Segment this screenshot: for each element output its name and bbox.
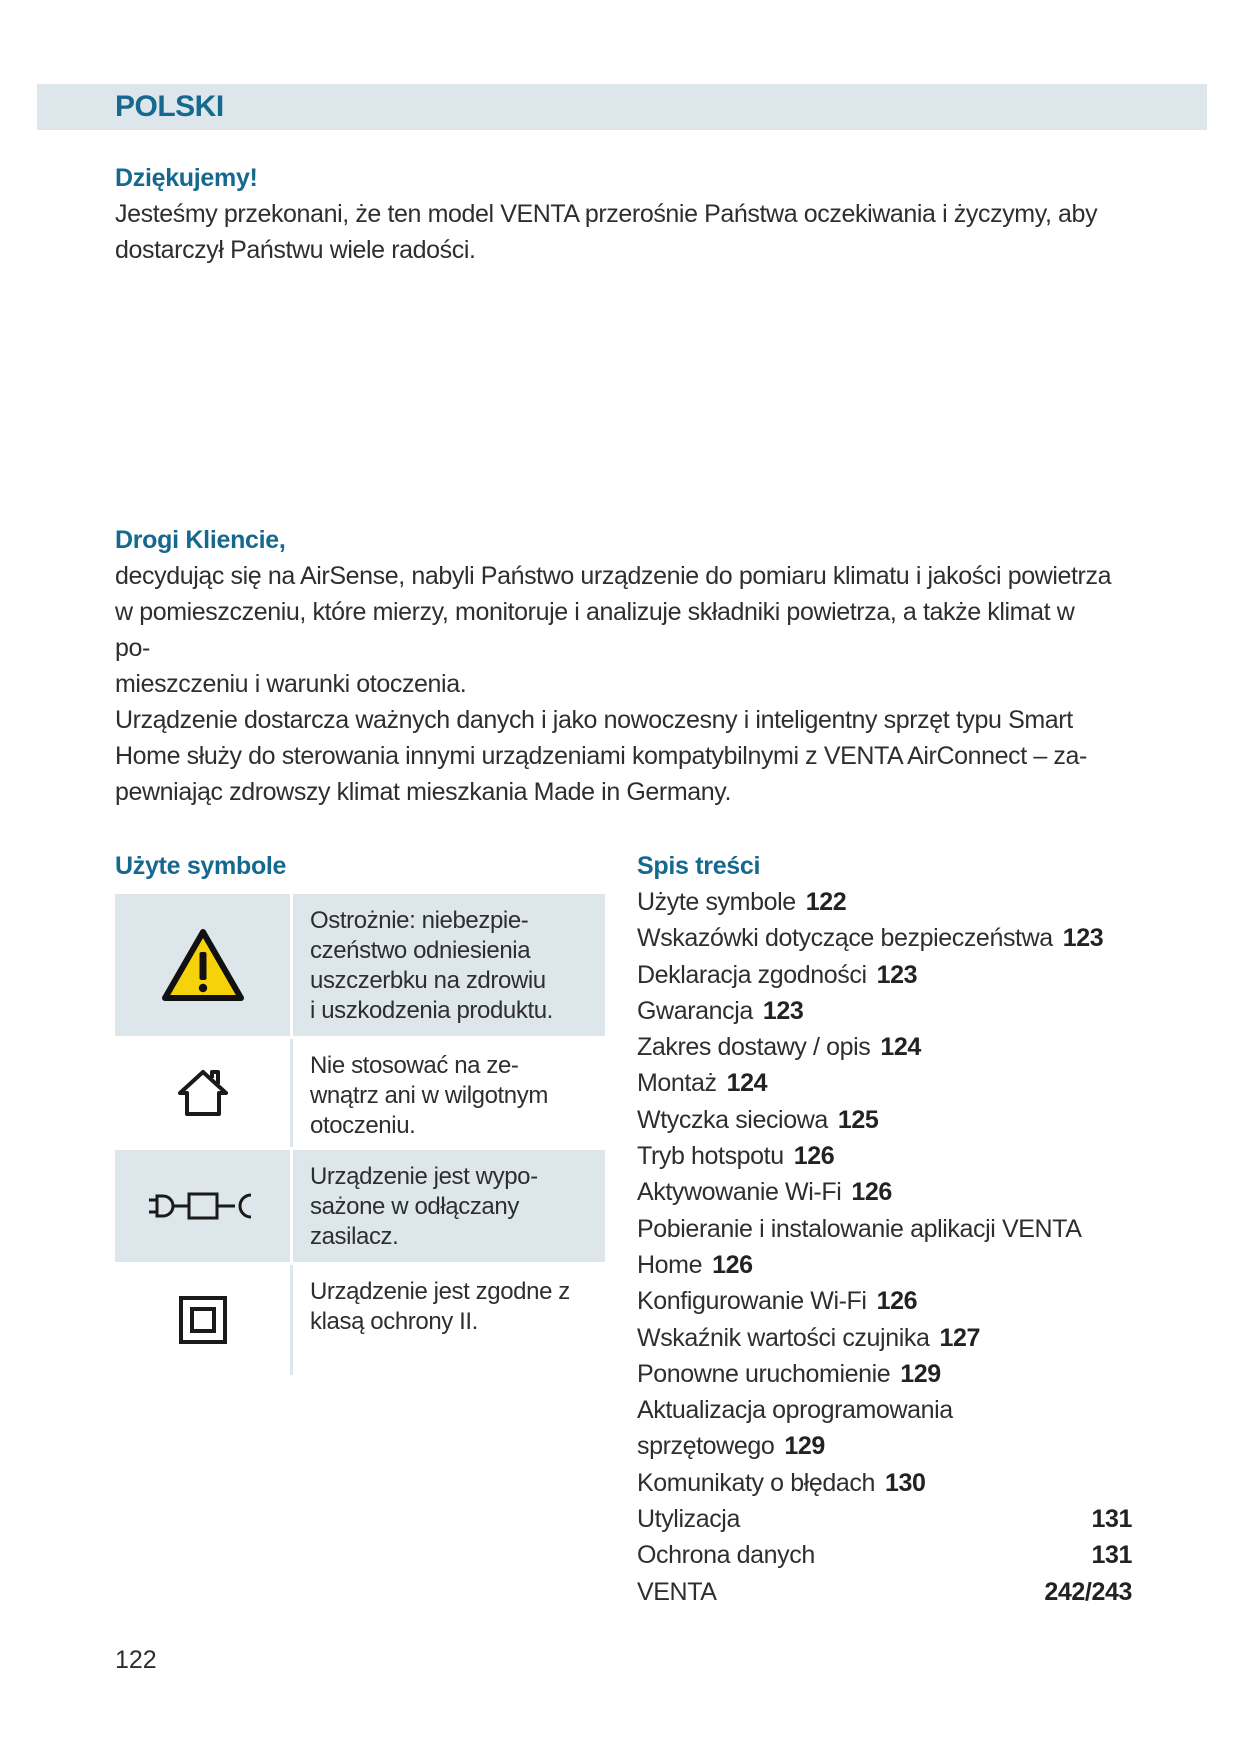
customer-line: w pomieszczeniu, które mierzy, monitoruje i analizuje składniki powietrza, a także klimat w po- [115,598,1075,662]
toc-entry-page: 130 [884,1468,926,1497]
toc-entry-page: 122 [805,888,847,916]
toc-entry[interactable] [637,1029,1132,1065]
toc-entry-page: 127 [939,1323,980,1352]
toc-entry[interactable] [637,1574,1132,1610]
symbol-description [293,1150,605,1262]
protection-class-ii-icon [115,1265,293,1375]
customer-heading: Drogi Kliencie, [115,526,286,554]
toc-entry-page: 123 [762,996,804,1025]
language-header-bar [37,84,1207,130]
customer-line: Home służy do sterowania innymi urządzeniami kompatybilnymi z VENTA AirConnect – za- [115,742,1087,770]
symbol-text-line: i uszkodzenia produktu. [310,997,553,1024]
toc-entry-label: VENTA [637,1577,717,1606]
toc-entry-page: 123 [1062,924,1104,953]
symbols-section [115,848,605,1378]
toc-entry-label: Tryb hotspotu [637,1142,784,1171]
toc-entry-label: Wskazówki dotyczące bezpieczeństwa [637,924,1053,953]
toc-entry-label: Pobieranie i instalowanie aplikacji VENTA [637,1214,1082,1243]
symbol-text-line: wnątrz ani w wilgotnym [310,1082,548,1109]
toc-entry-label: Utylizacja [637,1505,740,1534]
toc-entry[interactable] [637,1320,1132,1356]
toc-entry[interactable] [637,1138,1132,1174]
toc-entry-label: Zakres dostawy / opis [637,1033,871,1062]
toc-entry-label: Aktualizacja oprogramowania sprzętowego [637,1396,953,1461]
symbol-description [293,1265,605,1375]
symbol-text-line: zasilacz. [310,1223,399,1250]
thanks-heading: Dziękujemy! [115,164,258,192]
customer-line: pewniając zdrowszy klimat mieszkania Made in Germany. [115,778,732,806]
toc-entry[interactable] [637,1211,1132,1247]
symbol-row-protection-class [115,1265,605,1378]
toc-entry-label: Konfigurowanie Wi-Fi [637,1287,867,1316]
toc-entry-page: 126 [851,1178,892,1207]
toc-entry[interactable] [637,1465,1132,1501]
toc-entry-page: 131 [1091,1505,1132,1534]
toc-entry[interactable] [637,1392,1132,1465]
toc-entry-page: 129 [784,1432,825,1461]
symbol-description [293,894,605,1036]
symbol-text-line: sażone w odłączany [310,1193,519,1220]
indoor-house-icon [115,1039,293,1147]
toc-entry[interactable] [637,957,1132,993]
toc-entry[interactable] [637,1174,1132,1210]
toc-heading: Spis treści [637,852,761,880]
symbol-row-warning [115,894,605,1039]
toc-entry-label: Ochrona danych [637,1541,815,1570]
symbol-text-line: Urządzenie jest wypo- [310,1163,538,1190]
customer-line: Urządzenie dostarcza ważnych danych i jako nowoczesny i inteligentny sprzęt typu Smart [115,706,1073,734]
toc-entry-label: Montaż [637,1069,717,1098]
toc-entry-page: 126 [876,1287,918,1316]
toc-entry-page: 242/243 [1044,1577,1132,1606]
symbol-text-line: Ostrożnie: niebezpie- [310,907,529,934]
toc-entry[interactable] [637,1102,1132,1138]
toc-entry-label: Home [637,1250,703,1279]
symbols-heading: Użyte symbole [115,852,287,880]
toc-entry[interactable] [637,1283,1132,1319]
toc-entry-page: 126 [712,1250,753,1279]
toc-entry[interactable] [637,1501,1132,1537]
customer-section [115,522,1115,810]
symbol-text-line: czeństwo odniesienia [310,937,531,964]
toc-entry-label: Wtyczka sieciowa [637,1105,828,1134]
toc-entry-label: Aktywowanie Wi-Fi [637,1178,842,1207]
symbol-text-line: uszczerbku na zdrowiu [310,967,546,994]
customer-line: decydując się na AirSense, nabyli Państwo urządzenie do pomiaru klimatu i jakości powietrza [115,562,1112,590]
language-title: POLSKI [115,90,224,123]
toc-entry[interactable] [637,993,1132,1029]
symbol-text-line: Nie stosować na ze- [310,1052,519,1079]
toc-entry-page: 129 [900,1359,941,1388]
toc-entry-page: 124 [726,1069,768,1098]
symbol-row-power-supply [115,1150,605,1265]
toc-entry-label: Komunikaty o błędach [637,1468,875,1497]
toc-entry[interactable] [637,1356,1132,1392]
toc-entry-label: Wskaźnik wartości czujnika [637,1323,930,1352]
warning-triangle-icon [115,894,293,1036]
detachable-power-supply-icon [115,1150,293,1262]
toc-entry-label: Gwarancja [637,996,753,1025]
symbol-description [293,1039,605,1147]
toc-entry-page: 123 [876,960,918,989]
symbol-text-line: klasą ochrony II. [310,1308,478,1335]
toc-entry-label: Deklaracja zgodności [637,960,867,989]
table-of-contents [637,848,1132,1610]
toc-entry-page: 125 [837,1105,879,1134]
symbol-text-line: Urządzenie jest zgodne z [310,1278,570,1305]
toc-entry-label: Użyte symbole [637,888,796,916]
thanks-line: Jesteśmy przekonani, że ten model VENTA przerośnie Państwa oczekiwania i życzymy, aby [115,200,1098,228]
toc-entry-label: Ponowne uruchomienie [637,1359,891,1388]
toc-entry-continuation[interactable] [637,1247,1132,1283]
toc-entry[interactable] [637,920,1132,956]
toc-entry[interactable] [637,1537,1132,1573]
symbol-text-line: otoczeniu. [310,1112,416,1139]
thanks-line: dostarczył Państwu wiele radości. [115,236,476,264]
symbol-row-indoor-use [115,1039,605,1150]
thanks-section [115,160,1115,268]
toc-entry-page: 131 [1091,1541,1132,1570]
toc-entry-page: 124 [880,1033,921,1062]
page-number: 122 [115,1646,157,1674]
customer-line: mieszczeniu i warunki otoczenia. [115,670,467,698]
toc-entry[interactable] [637,884,1132,920]
toc-entry[interactable] [637,1065,1132,1101]
toc-entry-page: 126 [793,1142,835,1171]
